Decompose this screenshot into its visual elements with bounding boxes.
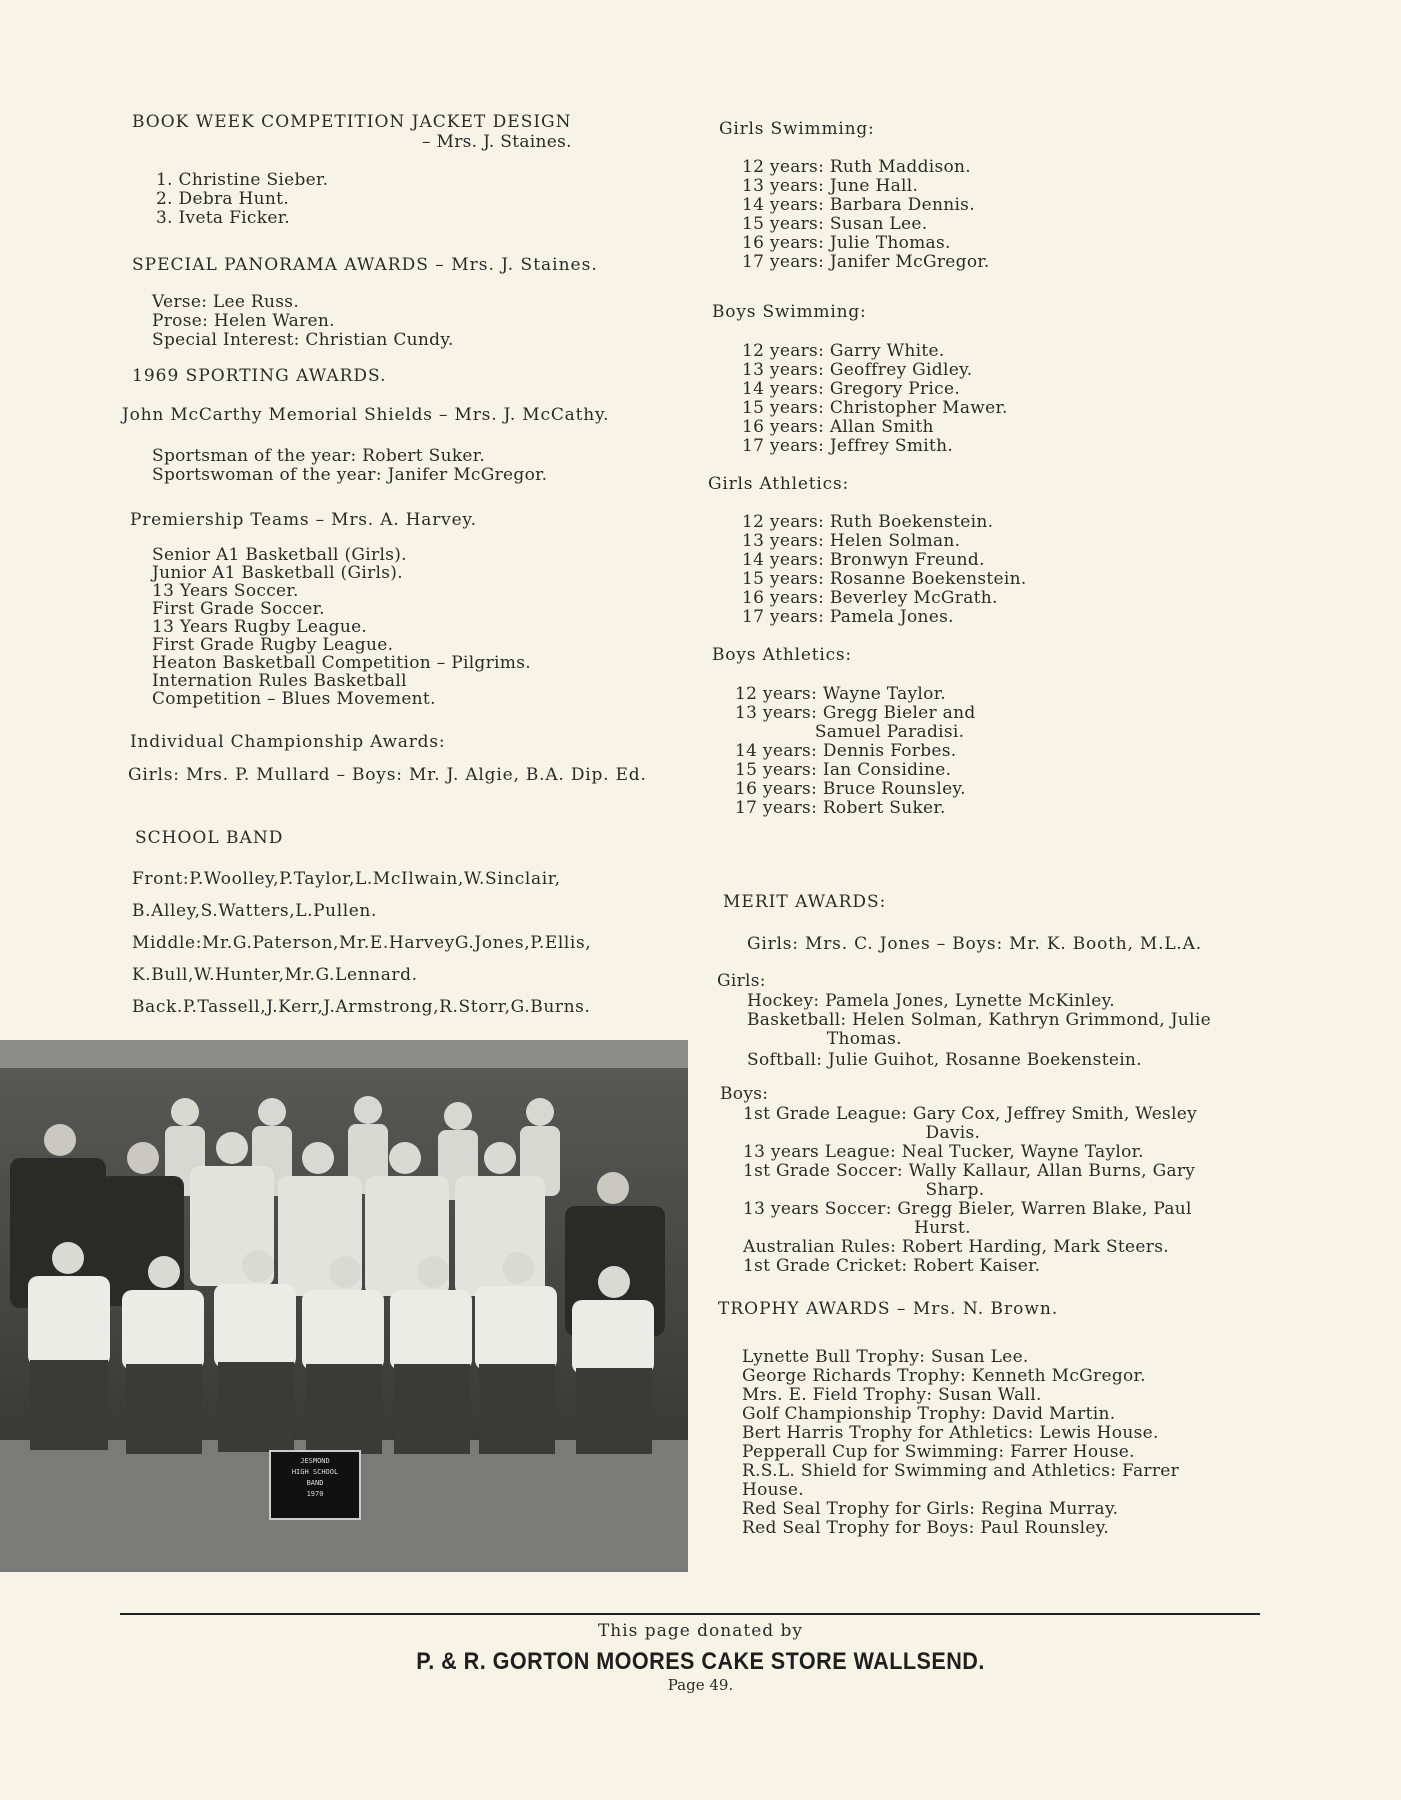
list-item: 17 years: Robert Suker. <box>735 798 946 818</box>
list-item: Red Seal Trophy for Boys: Paul Rounsley. <box>742 1518 1110 1538</box>
list-item: 13 years: June Hall. <box>742 176 919 196</box>
list-item: 14 years: Barbara Dennis. <box>742 195 975 215</box>
list-item: House. <box>742 1480 804 1500</box>
band-photo <box>0 1040 688 1572</box>
list-item: 12 years: Garry White. <box>742 341 945 361</box>
panorama-title: SPECIAL PANORAMA AWARDS – Mrs. J. Staines. <box>132 255 598 275</box>
list-item: 16 years: Julie Thomas. <box>742 233 951 253</box>
band-title: SCHOOL BAND <box>135 828 284 848</box>
list-item: Hockey: Pamela Jones, Lynette McKinley. <box>747 991 1115 1011</box>
individual-line: Girls: Mrs. P. Mullard – Boys: Mr. J. Algie, B.A. Dip. Ed. <box>128 765 647 785</box>
list-item: 1st Grade Soccer: Wally Kallaur, Allan Burns, Gary <box>743 1161 1196 1181</box>
premiership-list <box>152 546 531 708</box>
list-item: 13 years Soccer: Gregg Bieler, Warren Blake, Paul <box>743 1199 1192 1219</box>
list-item: Mrs. E. Field Trophy: Susan Wall. <box>742 1385 1042 1405</box>
list-item: George Richards Trophy: Kenneth McGregor. <box>742 1366 1146 1386</box>
trophy-list <box>742 1348 1179 1538</box>
footer-sponsor: P. & R. GORTON MOORES CAKE STORE WALLSEND. <box>416 1648 985 1675</box>
merit-girls-label: Girls: <box>717 971 766 991</box>
list-item: Hurst. <box>743 1218 971 1238</box>
list-item: Golf Championship Trophy: David Martin. <box>742 1404 1116 1424</box>
sporting-title: 1969 SPORTING AWARDS. <box>132 366 387 386</box>
list-item: Basketball: Helen Solman, Kathryn Grimmond, Julie <box>747 1010 1211 1030</box>
list-item: 16 years: Beverley McGrath. <box>742 588 998 608</box>
book-week-title: BOOK WEEK COMPETITION JACKET DESIGN <box>132 112 572 132</box>
sign-line: HIGH SCHOOL <box>291 1468 339 1476</box>
list-item: 1st Grade Cricket: Robert Kaiser. <box>743 1256 1041 1276</box>
list-item: 17 years: Janifer McGregor. <box>742 252 990 272</box>
girls-swimming-list <box>742 158 990 272</box>
list-item: Red Seal Trophy for Girls: Regina Murray. <box>742 1499 1119 1519</box>
merit-boys-list <box>743 1105 1197 1276</box>
list-item: Lynette Bull Trophy: Susan Lee. <box>742 1347 1029 1367</box>
list-item: 14 years: Gregory Price. <box>742 379 961 399</box>
list-item: Bert Harris Trophy for Athletics: Lewis House. <box>742 1423 1159 1443</box>
list-item: Sportsman of the year: Robert Suker. <box>152 446 486 466</box>
band-sign <box>269 1450 361 1520</box>
list-item: First Grade Rugby League. <box>152 635 394 655</box>
list-item: 14 years: Bronwyn Freund. <box>742 550 985 570</box>
list-item: K.Bull,W.Hunter,Mr.G.Lennard. <box>132 965 418 985</box>
list-item: Internation Rules Basketball <box>152 671 407 691</box>
girls-athletics-list <box>742 513 1027 627</box>
list-item: Front:P.Woolley,P.Taylor,L.McIlwain,W.Sinclair, <box>132 869 561 889</box>
sign-line: BAND <box>306 1479 324 1487</box>
list-item: Prose: Helen Waren. <box>152 311 335 331</box>
list-item: 17 years: Pamela Jones. <box>742 607 954 627</box>
list-item: Softball: Julie Guihot, Rosanne Boekenstein. <box>747 1050 1142 1070</box>
girls-swimming-title: Girls Swimming: <box>719 119 875 139</box>
list-item: 15 years: Ian Considine. <box>735 760 952 780</box>
list-item: Sharp. <box>743 1180 985 1200</box>
boys-swimming-list <box>742 342 1008 456</box>
band-list <box>132 863 591 1023</box>
list-item: 12 years: Wayne Taylor. <box>735 684 946 704</box>
list-item: Competition – Blues Movement. <box>152 689 436 709</box>
boys-athletics-title: Boys Athletics: <box>712 645 852 665</box>
sign-line: 1970 <box>306 1490 324 1498</box>
list-item: Senior A1 Basketball (Girls). <box>152 545 407 565</box>
list-item: R.S.L. Shield for Swimming and Athletics: Farrer <box>742 1461 1180 1481</box>
list-item: 12 years: Ruth Boekenstein. <box>742 512 994 532</box>
sign-line: JESMOND <box>300 1457 330 1465</box>
individual-title: Individual Championship Awards: <box>130 732 446 752</box>
list-item: 15 years: Susan Lee. <box>742 214 928 234</box>
list-item: Junior A1 Basketball (Girls). <box>152 563 403 583</box>
list-item: 13 years: Geoffrey Gidley. <box>742 360 973 380</box>
list-item: 2. Debra Hunt. <box>156 189 290 209</box>
list-item: First Grade Soccer. <box>152 599 325 619</box>
merit-boys-label: Boys: <box>720 1084 769 1104</box>
book-week-teacher: – Mrs. J. Staines. <box>422 132 572 152</box>
trophy-title: TROPHY AWARDS – Mrs. N. Brown. <box>718 1299 1059 1319</box>
list-item: Pepperall Cup for Swimming: Farrer House. <box>742 1442 1135 1462</box>
mccarthy-list <box>152 447 547 485</box>
list-item: 12 years: Ruth Maddison. <box>742 157 972 177</box>
list-item: 16 years: Allan Smith <box>742 417 934 437</box>
list-item: 13 years: Gregg Bieler and <box>735 703 976 723</box>
footer-page-number: Page 49. <box>667 1676 734 1694</box>
boys-athletics-list <box>735 685 976 818</box>
list-item: Back.P.Tassell,J.Kerr,J.Armstrong,R.Storr,G.Burns. <box>132 997 591 1017</box>
list-item: 14 years: Dennis Forbes. <box>735 741 957 761</box>
book-week-list <box>156 171 328 228</box>
panorama-list <box>152 293 454 350</box>
list-item: 16 years: Bruce Rounsley. <box>735 779 966 799</box>
list-item: Samuel Paradisi. <box>735 722 965 742</box>
list-item: 13 years League: Neal Tucker, Wayne Taylor. <box>743 1142 1144 1162</box>
list-item: 1st Grade League: Gary Cox, Jeffrey Smith, Wesley <box>743 1104 1198 1124</box>
list-item: 15 years: Rosanne Boekenstein. <box>742 569 1027 589</box>
boys-swimming-title: Boys Swimming: <box>712 302 867 322</box>
list-item: 15 years: Christopher Mawer. <box>742 398 1008 418</box>
list-item: Verse: Lee Russ. <box>152 292 300 312</box>
list-item: 17 years: Jeffrey Smith. <box>742 436 954 456</box>
list-item: Davis. <box>743 1123 981 1143</box>
merit-line: Girls: Mrs. C. Jones – Boys: Mr. K. Booth, M.L.A. <box>747 934 1202 954</box>
list-item: 3. Iveta Ficker. <box>156 208 290 228</box>
list-item: Heaton Basketball Competition – Pilgrims. <box>152 653 531 673</box>
list-item: 13 years: Helen Solman. <box>742 531 961 551</box>
girls-athletics-title: Girls Athletics: <box>708 474 850 494</box>
list-item: 1. Christine Sieber. <box>156 170 329 190</box>
premiership-title: Premiership Teams – Mrs. A. Harvey. <box>130 510 477 530</box>
list-item: 13 Years Soccer. <box>152 581 299 601</box>
list-item: Middle:Mr.G.Paterson,Mr.E.HarveyG.Jones,P.Ellis, <box>132 933 592 953</box>
list-item: Australian Rules: Robert Harding, Mark Steers. <box>743 1237 1169 1257</box>
list-item: Thomas. <box>747 1029 902 1049</box>
footer-donated: This page donated by <box>597 1621 804 1641</box>
merit-title: MERIT AWARDS: <box>723 892 887 912</box>
merit-girls-list <box>747 992 1211 1070</box>
list-item: Special Interest: Christian Cundy. <box>152 330 454 350</box>
footer-divider <box>120 1613 1260 1615</box>
list-item: 13 Years Rugby League. <box>152 617 368 637</box>
list-item: Sportswoman of the year: Janifer McGregor. <box>152 465 548 485</box>
list-item: B.Alley,S.Watters,L.Pullen. <box>132 901 377 921</box>
mccarthy-title: John McCarthy Memorial Shields – Mrs. J. McCathy. <box>122 405 610 425</box>
